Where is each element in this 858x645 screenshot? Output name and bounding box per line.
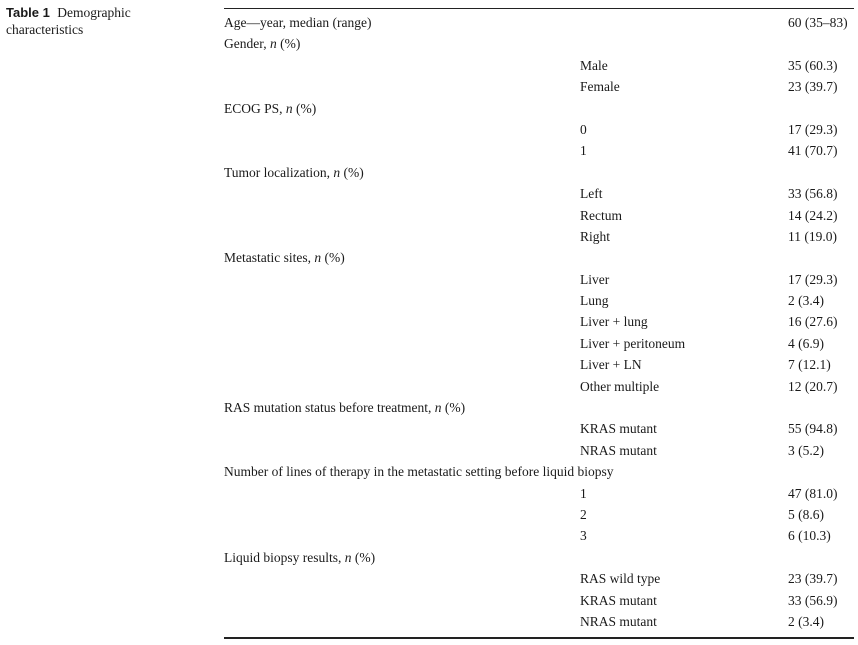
table-row — [224, 269, 854, 290]
row-value: 55 (94.8) — [788, 421, 838, 437]
row-subcategory: Male — [580, 57, 608, 73]
table-row — [224, 440, 854, 461]
row-value: 11 (19.0) — [788, 228, 837, 244]
row-subcategory: Other multiple — [580, 378, 660, 394]
bottom-rule — [224, 637, 854, 639]
table-row — [224, 568, 854, 589]
row-value: 41 (70.7) — [788, 143, 838, 159]
row-value: 47 (81.0) — [788, 485, 838, 501]
row-label: Metastatic sites, n (%) — [224, 250, 345, 266]
row-value: 6 (10.3) — [788, 528, 831, 544]
table-title: Demographic characteristics — [6, 5, 131, 37]
row-value: 2 (3.4) — [788, 613, 824, 629]
table-row — [224, 376, 854, 397]
row-label: ECOG PS, n (%) — [224, 100, 317, 116]
row-value: 23 (39.7) — [788, 79, 838, 95]
table-section-row — [224, 162, 854, 183]
row-label: Age—year, median (range) — [224, 15, 372, 30]
table-number: Table 1 — [6, 5, 50, 20]
row-value: 14 (24.2) — [788, 207, 838, 223]
table-row — [224, 183, 854, 204]
row-subcategory: Liver + peritoneum — [580, 335, 686, 351]
row-value: 2 (3.4) — [788, 293, 824, 309]
row-subcategory: Lung — [580, 293, 609, 309]
table-row — [224, 354, 854, 375]
table-row — [224, 205, 854, 226]
row-label: Liquid biopsy results, n (%) — [224, 549, 376, 565]
row-value: 23 (39.7) — [788, 571, 838, 587]
table-row — [224, 418, 854, 439]
table-row — [224, 590, 854, 611]
row-subcategory: NRAS mutant — [580, 613, 657, 629]
row-value: 60 (35–83) — [788, 15, 848, 30]
table-caption — [6, 4, 206, 38]
table-section-row — [224, 547, 854, 568]
row-subcategory: Liver + LN — [580, 357, 642, 373]
row-subcategory: Left — [580, 186, 603, 202]
row-subcategory: 2 — [580, 506, 587, 522]
table-section-row — [224, 247, 854, 268]
row-value: 17 (29.3) — [788, 271, 838, 287]
top-rule — [224, 8, 854, 9]
row-value: 5 (8.6) — [788, 506, 824, 522]
table-row — [224, 311, 854, 332]
row-subcategory: Liver + lung — [580, 314, 648, 330]
row-subcategory: RAS wild type — [580, 571, 661, 587]
row-value: 33 (56.8) — [788, 186, 838, 202]
table-row — [224, 55, 854, 76]
table-row — [224, 525, 854, 546]
row-subcategory: NRAS mutant — [580, 442, 657, 458]
table-row — [224, 119, 854, 140]
row-subcategory: 3 — [580, 528, 587, 544]
row-value: 12 (20.7) — [788, 378, 838, 394]
demographics-table — [224, 12, 854, 632]
row-subcategory: Liver — [580, 271, 610, 287]
row-label: Gender, n (%) — [224, 36, 301, 52]
row-subcategory: 0 — [580, 121, 587, 137]
row-subcategory: Right — [580, 228, 611, 244]
row-label: Tumor localization, n (%) — [224, 164, 364, 180]
row-value: 4 (6.9) — [788, 335, 824, 351]
table-section-row — [224, 397, 854, 418]
row-value: 35 (60.3) — [788, 57, 838, 73]
table-row — [224, 504, 854, 525]
row-value: 17 (29.3) — [788, 121, 838, 137]
table-section-row — [224, 33, 854, 54]
row-value: 3 (5.2) — [788, 442, 824, 458]
row-value: 16 (27.6) — [788, 314, 838, 330]
table-section-row — [224, 12, 854, 33]
table-row — [224, 290, 854, 311]
table-row — [224, 483, 854, 504]
table-section-row — [224, 98, 854, 119]
table-row — [224, 76, 854, 97]
table-section-row — [224, 461, 854, 482]
row-subcategory: Rectum — [580, 207, 622, 223]
row-label: Number of lines of therapy in the metastatic setting before liquid biopsy — [224, 464, 614, 480]
row-subcategory: KRAS mutant — [580, 592, 657, 608]
row-subcategory: KRAS mutant — [580, 421, 657, 437]
row-subcategory: 1 — [580, 143, 587, 159]
row-subcategory: 1 — [580, 485, 587, 501]
row-label: RAS mutation status before treatment, n (%) — [224, 400, 466, 416]
table-row — [224, 611, 854, 632]
table-row — [224, 226, 854, 247]
row-subcategory: Female — [580, 79, 620, 95]
table-row — [224, 333, 854, 354]
table-row — [224, 140, 854, 161]
row-value: 7 (12.1) — [788, 357, 831, 373]
row-value: 33 (56.9) — [788, 592, 838, 608]
